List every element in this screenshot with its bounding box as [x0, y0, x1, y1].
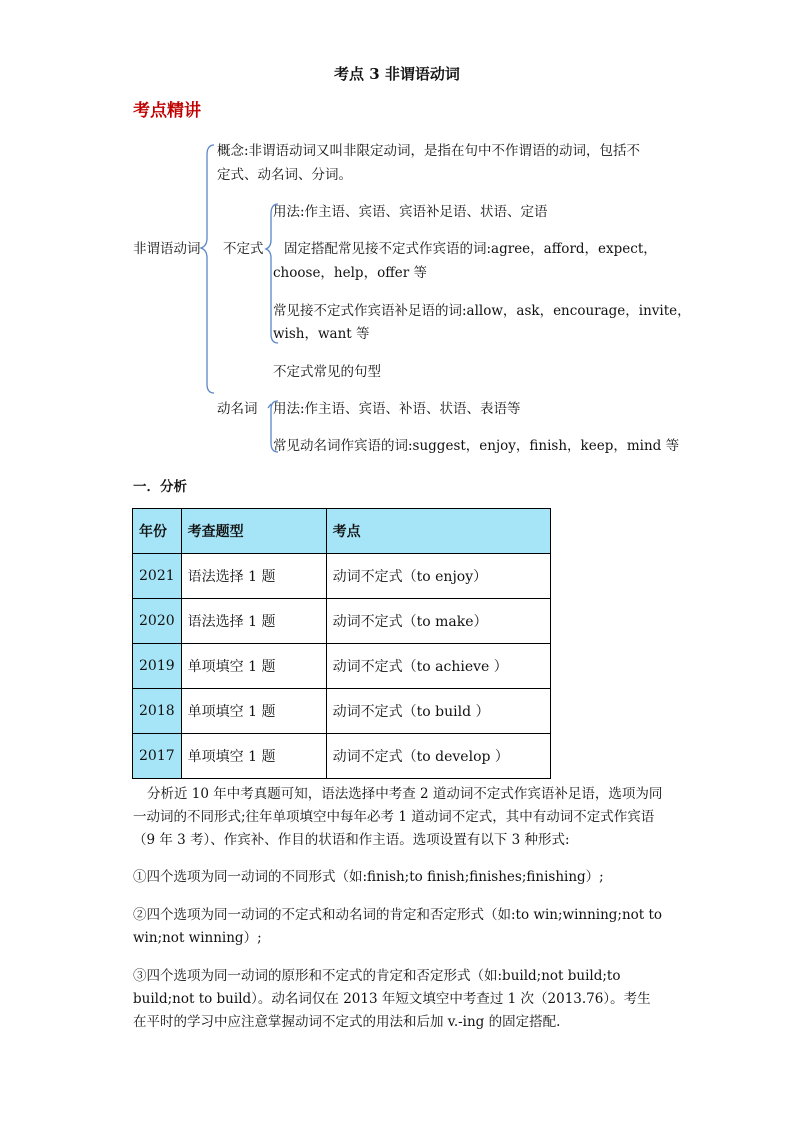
infinitive-fixed-line-1: 固定搭配常见接不定式作宾语的词:agree，afford，expect， [284, 241, 657, 257]
table-row [133, 599, 551, 644]
header-question-type: 考查题型 [181, 509, 326, 554]
gerund-usage: 用法:作主语、宾语、补语、状语、表语等 [273, 401, 521, 417]
header-exam-point: 考点 [326, 509, 550, 554]
option-format-2: ②四个选项为同一动词的不定式和动名词的肯定和否定形式（如:to win;winning;not to win;not winning）; [133, 907, 663, 946]
option-format-3: ③四个选项为同一动词的原形和不定式的肯定和否定形式（如:build;not build;to build;not to build）。动名词仅在 2013 年短文填空中考查过 1 次（2013.76）。考生在平时的学习中应注意掌握动词不定式的用法和后加 v.-ing 的固定搭配. [133, 968, 651, 1030]
concept-line-1: 概念:非谓语动词又叫非限定动词，是指在句中不作谓语的动词，包括不 [217, 143, 641, 159]
cell-exam-point: 动词不定式（to achieve ） [326, 644, 550, 689]
table-row [133, 734, 551, 779]
infinitive-complement-line-1: 常见接不定式作宾语补足语的词:allow，ask，encourage，invite， [273, 303, 691, 319]
cell-question-type: 单项填空 1 题 [181, 734, 326, 779]
infinitive-fixed-line-2: choose，help，offer 等 [273, 265, 428, 281]
page-title: 考点 3 非谓语动词 [334, 65, 460, 83]
table-row [133, 689, 551, 734]
exam-analysis-table [132, 508, 551, 779]
table-row [133, 644, 551, 689]
analysis-paragraph: 分析近 10 年中考真题可知，语法选择中考查 2 道动词不定式作宾语补足语，选项为同一动词的不同形式;往年单项填空中每年必考 1 道动词不定式，其中有动词不定式作宾语（9 年 3 考）、作宾补、作目的状语和作主语。选项设置有以下 3 种形式: [133, 786, 663, 848]
cell-year: 2021 [133, 554, 182, 599]
gerund-label: 动名词 [217, 401, 258, 417]
cell-year: 2017 [133, 734, 182, 779]
cell-exam-point: 动词不定式（to build ） [326, 689, 550, 734]
infinitive-patterns: 不定式常见的句型 [273, 364, 381, 380]
infinitive-complement-line-2: wish，want 等 [273, 326, 370, 342]
concept-line-2: 定式、动名词、分词。 [217, 167, 352, 183]
option-format-1: ①四个选项为同一动词的不同形式（如:finish;to finish;finishes;finishing）; [133, 869, 604, 885]
analysis-heading: 一．分析 [133, 479, 187, 495]
table-header-row [133, 509, 551, 554]
header-year: 年份 [133, 509, 182, 554]
cell-question-type: 单项填空 1 题 [181, 644, 326, 689]
infinitive-usage: 用法:作主语、宾语、宾语补足语、状语、定语 [273, 204, 548, 220]
cell-exam-point: 动词不定式（to enjoy） [326, 554, 550, 599]
infinitive-label: 不定式 [223, 241, 264, 257]
cell-exam-point: 动词不定式（to develop ） [326, 734, 550, 779]
cell-year: 2020 [133, 599, 182, 644]
table-row [133, 554, 551, 599]
cell-question-type: 单项填空 1 题 [181, 689, 326, 734]
cell-year: 2019 [133, 644, 182, 689]
cell-year: 2018 [133, 689, 182, 734]
outline-root-label: 非谓语动词 [133, 241, 201, 257]
section-heading: 考点精讲 [133, 101, 201, 121]
cell-question-type: 语法选择 1 题 [181, 554, 326, 599]
cell-question-type: 语法选择 1 题 [181, 599, 326, 644]
cell-exam-point: 动词不定式（to make） [326, 599, 550, 644]
gerund-common-words: 常见动名词作宾语的词:suggest，enjoy，finish，keep，mind 等 [273, 438, 680, 454]
